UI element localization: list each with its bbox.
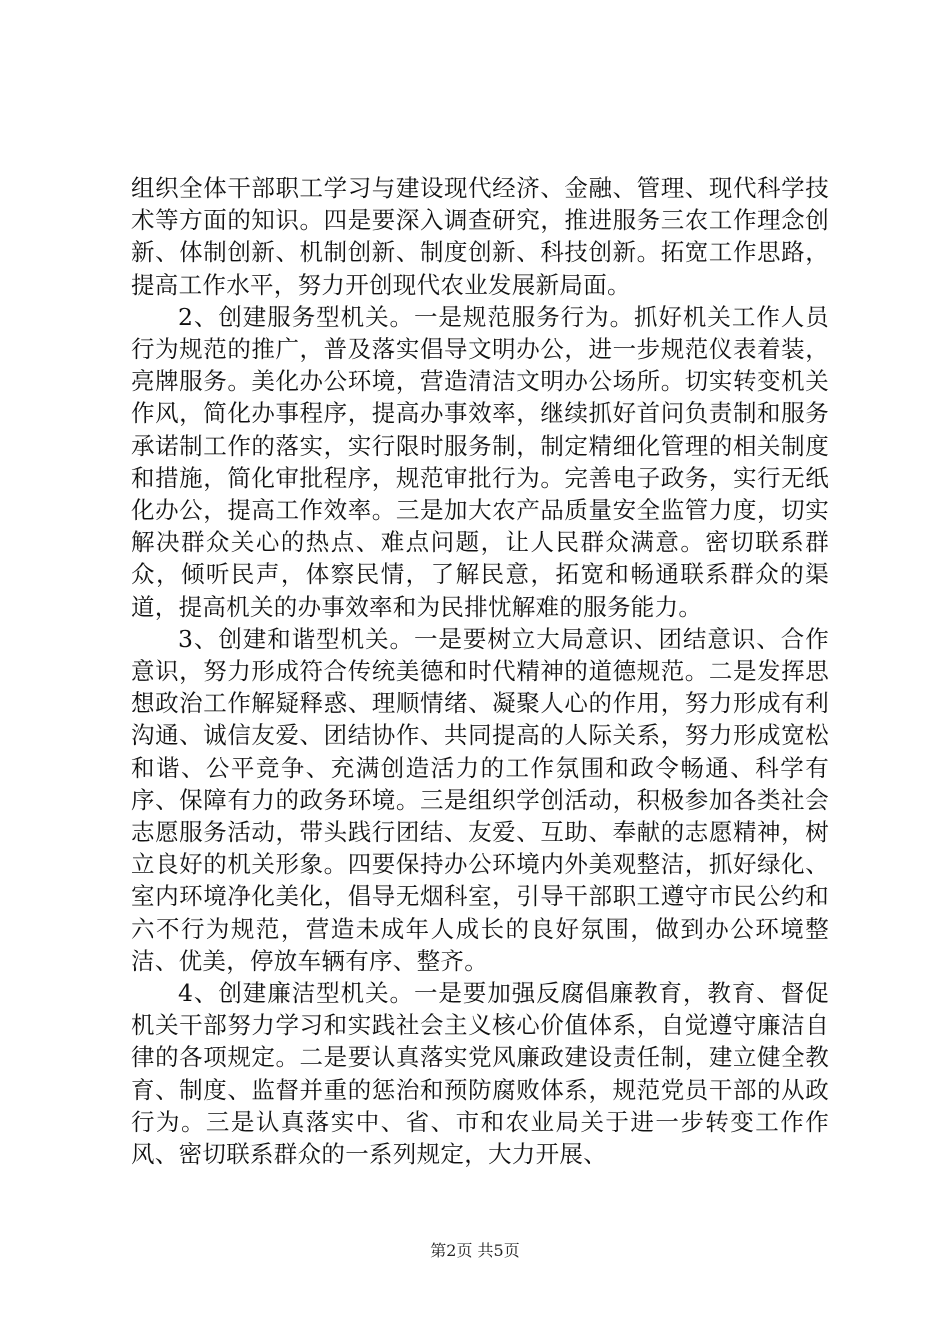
page-number-footer: 第2页 共5页 (430, 1241, 520, 1260)
paragraph-continuation: 组织全体干部职工学习与建设现代经济、金融、管理、现代科学技术等方面的知识。四是要深入调查研究，推进服务三农工作理念创新、体制创新、机制创新、制度创新、科技创新。拓宽工作思路，提高工作水平，努力开创现代农业发展新局面。 (131, 174, 829, 299)
paragraph-service-agency: 2、创建服务型机关。一是规范服务行为。抓好机关工作人员行为规范的推广，普及落实倡导文明办公，进一步规范仪表着装，亮牌服务。美化办公环境，营造清洁文明办公场所。切实转变机关作风，简化办事程序，提高办事效率，继续抓好首问负责制和服务承诺制工作的落实，实行限时服务制，制定精细化管理的相关制度和措施，简化审批程序，规范审批行为。完善电子政务，实行无纸化办公，提高工作效率。三是加大农产品质量安全监管力度，切实解决群众关心的热点、难点问题，让人民群众满意。密切联系群众，倾听民声，体察民情，了解民意，拓宽和畅通联系群众的渠道，提高机关的办事效率和为民排忧解难的服务能力。 (131, 302, 829, 621)
paragraph-harmonious-agency: 3、创建和谐型机关。一是要树立大局意识、团结意识、合作意识，努力形成符合传统美德和时代精神的道德规范。二是发挥思想政治工作解疑释惑、理顺情绪、凝聚人心的作用，努力形成有利沟通、诚信友爱、团结协作、共同提高的人际关系，努力形成宽松和谐、公平竞争、充满创造活力的工作氛围和政令畅通、科学有序、保障有力的政务环境。三是组织学创活动，积极参加各类社会志愿服务活动，带头践行团结、友爱、互助、奉献的志愿精神，树立良好的机关形象。四要保持办公环境内外美观整洁，抓好绿化、室内环境净化美化，倡导无烟科室，引导干部职工遵守市民公约和六不行为规范，营造未成年人成长的良好氛围，做到办公环境整洁、优美，停放车辆有序、整齐。 (131, 624, 829, 975)
document-body (131, 172, 829, 1170)
paragraph-clean-agency: 4、创建廉洁型机关。一是要加强反腐倡廉教育，教育、督促机关干部努力学习和实践社会主义核心价值体系，自觉遵守廉洁自律的各项规定。二是要认真落实党风廉政建设责任制，建立健全教育、制度、监督并重的惩治和预防腐败体系，规范党员干部的从政行为。三是认真落实中、省、市和农业局关于进一步转变工作作风、密切联系群众的一系列规定，大力开展、 (131, 979, 829, 1169)
